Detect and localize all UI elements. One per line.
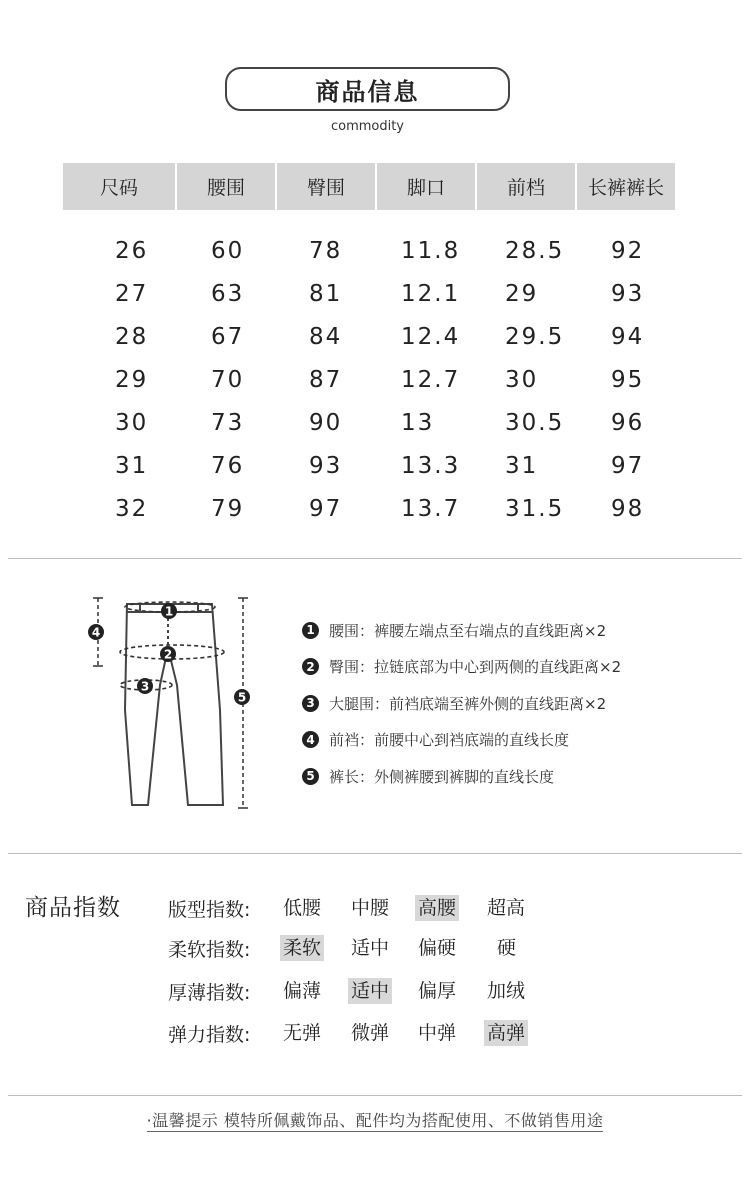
number-badge-icon: 5 (302, 768, 319, 785)
marker-label: 5 (237, 690, 247, 705)
pants-diagram (80, 590, 260, 815)
marker-label: 2 (163, 647, 173, 662)
column-header: 长裤裤长 (577, 163, 675, 210)
table-cell: 76 (211, 452, 245, 479)
table-cell: 94 (611, 323, 645, 350)
size-table-body (63, 229, 675, 530)
legend-text: 腰围：裤腰左端点至右端点的直线距离×2 (329, 621, 607, 640)
table-cell: 84 (309, 323, 343, 350)
table-cell: 79 (211, 495, 245, 522)
table-cell: 97 (611, 452, 645, 479)
number-badge-icon: 3 (302, 695, 319, 712)
table-cell: 92 (611, 237, 645, 264)
index-option: 无弹 (283, 1022, 322, 1044)
index-row (168, 1019, 568, 1047)
table-row (63, 229, 675, 272)
legend-item (302, 764, 742, 788)
index-label: 厚薄指数: (168, 981, 251, 1004)
table-cell: 63 (211, 280, 245, 307)
legend-item (302, 655, 742, 679)
table-cell: 11.8 (401, 237, 461, 264)
table-cell: 60 (211, 237, 245, 264)
number-badge-icon: 4 (302, 731, 319, 748)
legend-text: 裤长：外侧裤腰到裤脚的直线长度 (329, 767, 555, 786)
index-option: 适中 (348, 978, 392, 1004)
table-cell: 12.1 (401, 280, 461, 307)
index-option: 高腰 (415, 895, 459, 921)
section-divider (8, 1095, 742, 1096)
table-cell: 81 (309, 280, 343, 307)
footer-note (0, 1108, 750, 1131)
table-cell: 29 (115, 366, 149, 393)
index-row (168, 934, 568, 962)
size-table (63, 163, 675, 522)
legend-text: 大腿围：前裆底端至裤外侧的直线距离×2 (329, 694, 607, 713)
index-option: 偏硬 (418, 937, 457, 959)
index-option: 中腰 (351, 897, 390, 919)
table-cell: 31.5 (505, 495, 565, 522)
table-cell: 87 (309, 366, 343, 393)
table-cell: 26 (115, 237, 149, 264)
table-cell: 67 (211, 323, 245, 350)
table-cell: 12.4 (401, 323, 461, 350)
table-cell: 12.7 (401, 366, 461, 393)
table-cell: 30 (505, 366, 539, 393)
table-cell: 13 (401, 409, 435, 436)
number-badge-icon: 2 (302, 658, 319, 675)
table-row (63, 487, 675, 530)
footer-text: ·温馨提示 模特所佩戴饰品、配件均为搭配使用、不做销售用途 (146, 1111, 604, 1130)
index-option: 超高 (487, 897, 526, 919)
table-cell: 28.5 (505, 237, 565, 264)
table-cell: 32 (115, 495, 149, 522)
table-cell: 29 (505, 280, 539, 307)
table-cell: 93 (611, 280, 645, 307)
table-row (63, 358, 675, 401)
table-cell: 30.5 (505, 409, 565, 436)
column-header: 脚口 (377, 163, 475, 210)
table-cell: 78 (309, 237, 343, 264)
index-label: 柔软指数: (168, 938, 251, 961)
table-row (63, 401, 675, 444)
table-cell: 13.3 (401, 452, 461, 479)
pants-outline-icon (125, 604, 223, 805)
legend-text: 前裆：前腰中心到裆底端的直线长度 (329, 731, 570, 749)
index-option: 低腰 (283, 897, 322, 919)
table-cell: 93 (309, 452, 343, 479)
legend-item (302, 728, 742, 752)
index-option: 中弹 (418, 1022, 457, 1044)
table-row (63, 444, 675, 487)
index-option: 适中 (351, 937, 390, 959)
index-row (168, 977, 568, 1005)
index-label: 弹力指数: (168, 1023, 251, 1046)
page-title: 商品信息 (225, 67, 510, 111)
table-cell: 90 (309, 409, 343, 436)
column-header: 前档 (477, 163, 575, 210)
section-divider (8, 558, 742, 559)
table-cell: 98 (611, 495, 645, 522)
table-cell: 97 (309, 495, 343, 522)
diagram-markers (88, 603, 250, 705)
index-option: 加绒 (487, 980, 526, 1002)
number-badge-icon: 1 (302, 622, 319, 639)
length-guides (93, 598, 248, 808)
legend-item (302, 691, 742, 715)
marker-label: 4 (91, 625, 101, 640)
marker-label: 3 (140, 679, 150, 694)
column-header: 腰围 (177, 163, 275, 210)
index-option: 硬 (497, 937, 517, 959)
column-header: 臀围 (277, 163, 375, 210)
page-subtitle: commodity (330, 119, 405, 134)
index-option: 微弹 (351, 1022, 390, 1044)
marker-label: 1 (164, 604, 174, 619)
column-header: 尺码 (63, 163, 175, 210)
index-option: 偏薄 (283, 980, 322, 1002)
table-cell: 30 (115, 409, 149, 436)
table-cell: 70 (211, 366, 245, 393)
table-cell: 31 (115, 452, 149, 479)
table-cell: 28 (115, 323, 149, 350)
legend-item (302, 618, 742, 642)
table-row (63, 272, 675, 315)
table-row (63, 315, 675, 358)
index-option: 偏厚 (418, 980, 457, 1002)
table-cell: 73 (211, 409, 245, 436)
table-cell: 29.5 (505, 323, 565, 350)
table-cell: 27 (115, 280, 149, 307)
table-cell: 13.7 (401, 495, 461, 522)
size-table-header (63, 163, 675, 210)
product-index-title: 商品指数 (25, 895, 121, 921)
table-cell: 95 (611, 366, 645, 393)
index-option: 高弹 (484, 1020, 528, 1046)
section-divider (8, 853, 742, 854)
index-row (168, 894, 568, 922)
measurement-legend (302, 618, 742, 801)
table-cell: 31 (505, 452, 539, 479)
index-option: 柔软 (280, 935, 324, 961)
table-cell: 96 (611, 409, 645, 436)
legend-text: 臀围：拉链底部为中心到两侧的直线距离×2 (329, 658, 622, 676)
index-label: 版型指数: (168, 898, 251, 921)
